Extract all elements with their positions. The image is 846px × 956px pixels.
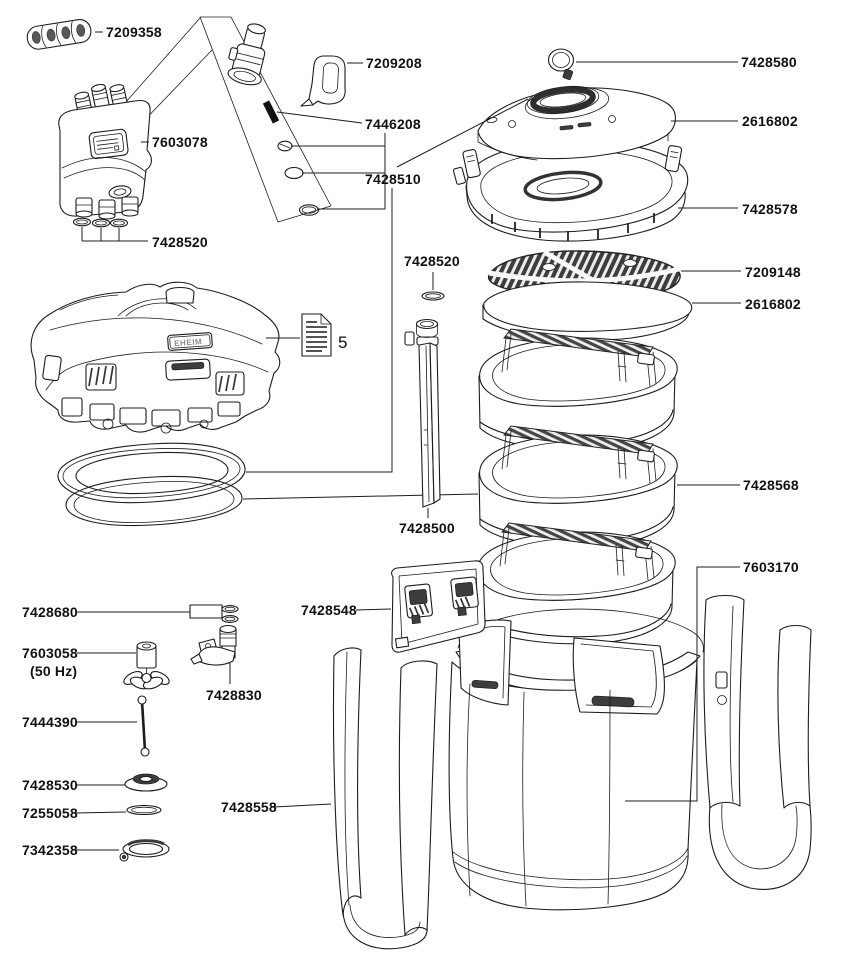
label-filter-canister: 7603170 [743,559,799,575]
label-rubber-ring: 7342358 [22,842,78,858]
label-lid-cover: 2616802 [742,113,798,129]
label-prefilter: 7428578 [742,201,798,217]
label-lattice-grid: 7209148 [745,264,801,280]
intake-tube-part [405,320,440,508]
label-impeller-shaft: 7444390 [22,714,78,730]
lid-clip-part [549,49,574,80]
carry-handle-left [333,648,437,949]
label-valve-block: 7603078 [152,134,208,150]
label-impeller: 7603058 [22,645,78,661]
label-manual-ref: 5 [338,333,348,352]
pump-cover-part [125,774,167,791]
manual-icon [302,314,331,356]
basket-stack [477,329,677,644]
black-rod [266,102,276,122]
canister-part [449,609,703,910]
intake-bracket-part [301,56,345,106]
brand-plate [167,332,212,350]
outlet-elbow-part [191,626,236,666]
label-intake-tube: 7428500 [399,520,455,536]
valve-block-part [59,80,152,219]
impeller-part [122,642,171,691]
carry-handle-right [704,596,811,890]
label-lid-clip: 7428580 [741,54,797,70]
label-pump-cover: 7428530 [22,777,78,793]
label-intake-bracket: 7209208 [366,55,422,71]
label-hose-clip: 7209358 [106,24,162,40]
head-sealing-ring-part [58,443,245,525]
orings-pair-part [190,605,238,622]
label-orings-pair: 7428680 [22,604,78,620]
label-impeller-freq: (50 Hz) [30,663,78,679]
label-head-sealing-ring: 7428510 [365,171,421,187]
pump-head-part [31,282,280,433]
label-tap-connector-set: 7446208 [365,116,421,132]
small-sealing-ring-part [422,292,444,300]
rubber-ring-part [120,841,169,861]
o-ring [285,168,303,179]
label-sealing-ring-small: 7255058 [22,805,78,821]
sealing-ring-small-part [127,806,161,815]
brand-text: EHEIM [173,337,203,349]
label-small-sealing-ring: 7428520 [404,253,460,269]
label-filter-pad: 2616802 [745,296,801,312]
impeller-shaft-part [138,696,149,756]
label-clip-holder: 7428548 [301,602,357,618]
label-port-orings: 7428520 [152,234,208,250]
label-outlet-elbow: 7428830 [206,687,262,703]
label-carry-handle: 7428558 [221,799,277,815]
port-orings-part [74,218,128,227]
hose-clip-part [26,18,93,51]
label-filter-basket: 7428568 [743,477,799,493]
